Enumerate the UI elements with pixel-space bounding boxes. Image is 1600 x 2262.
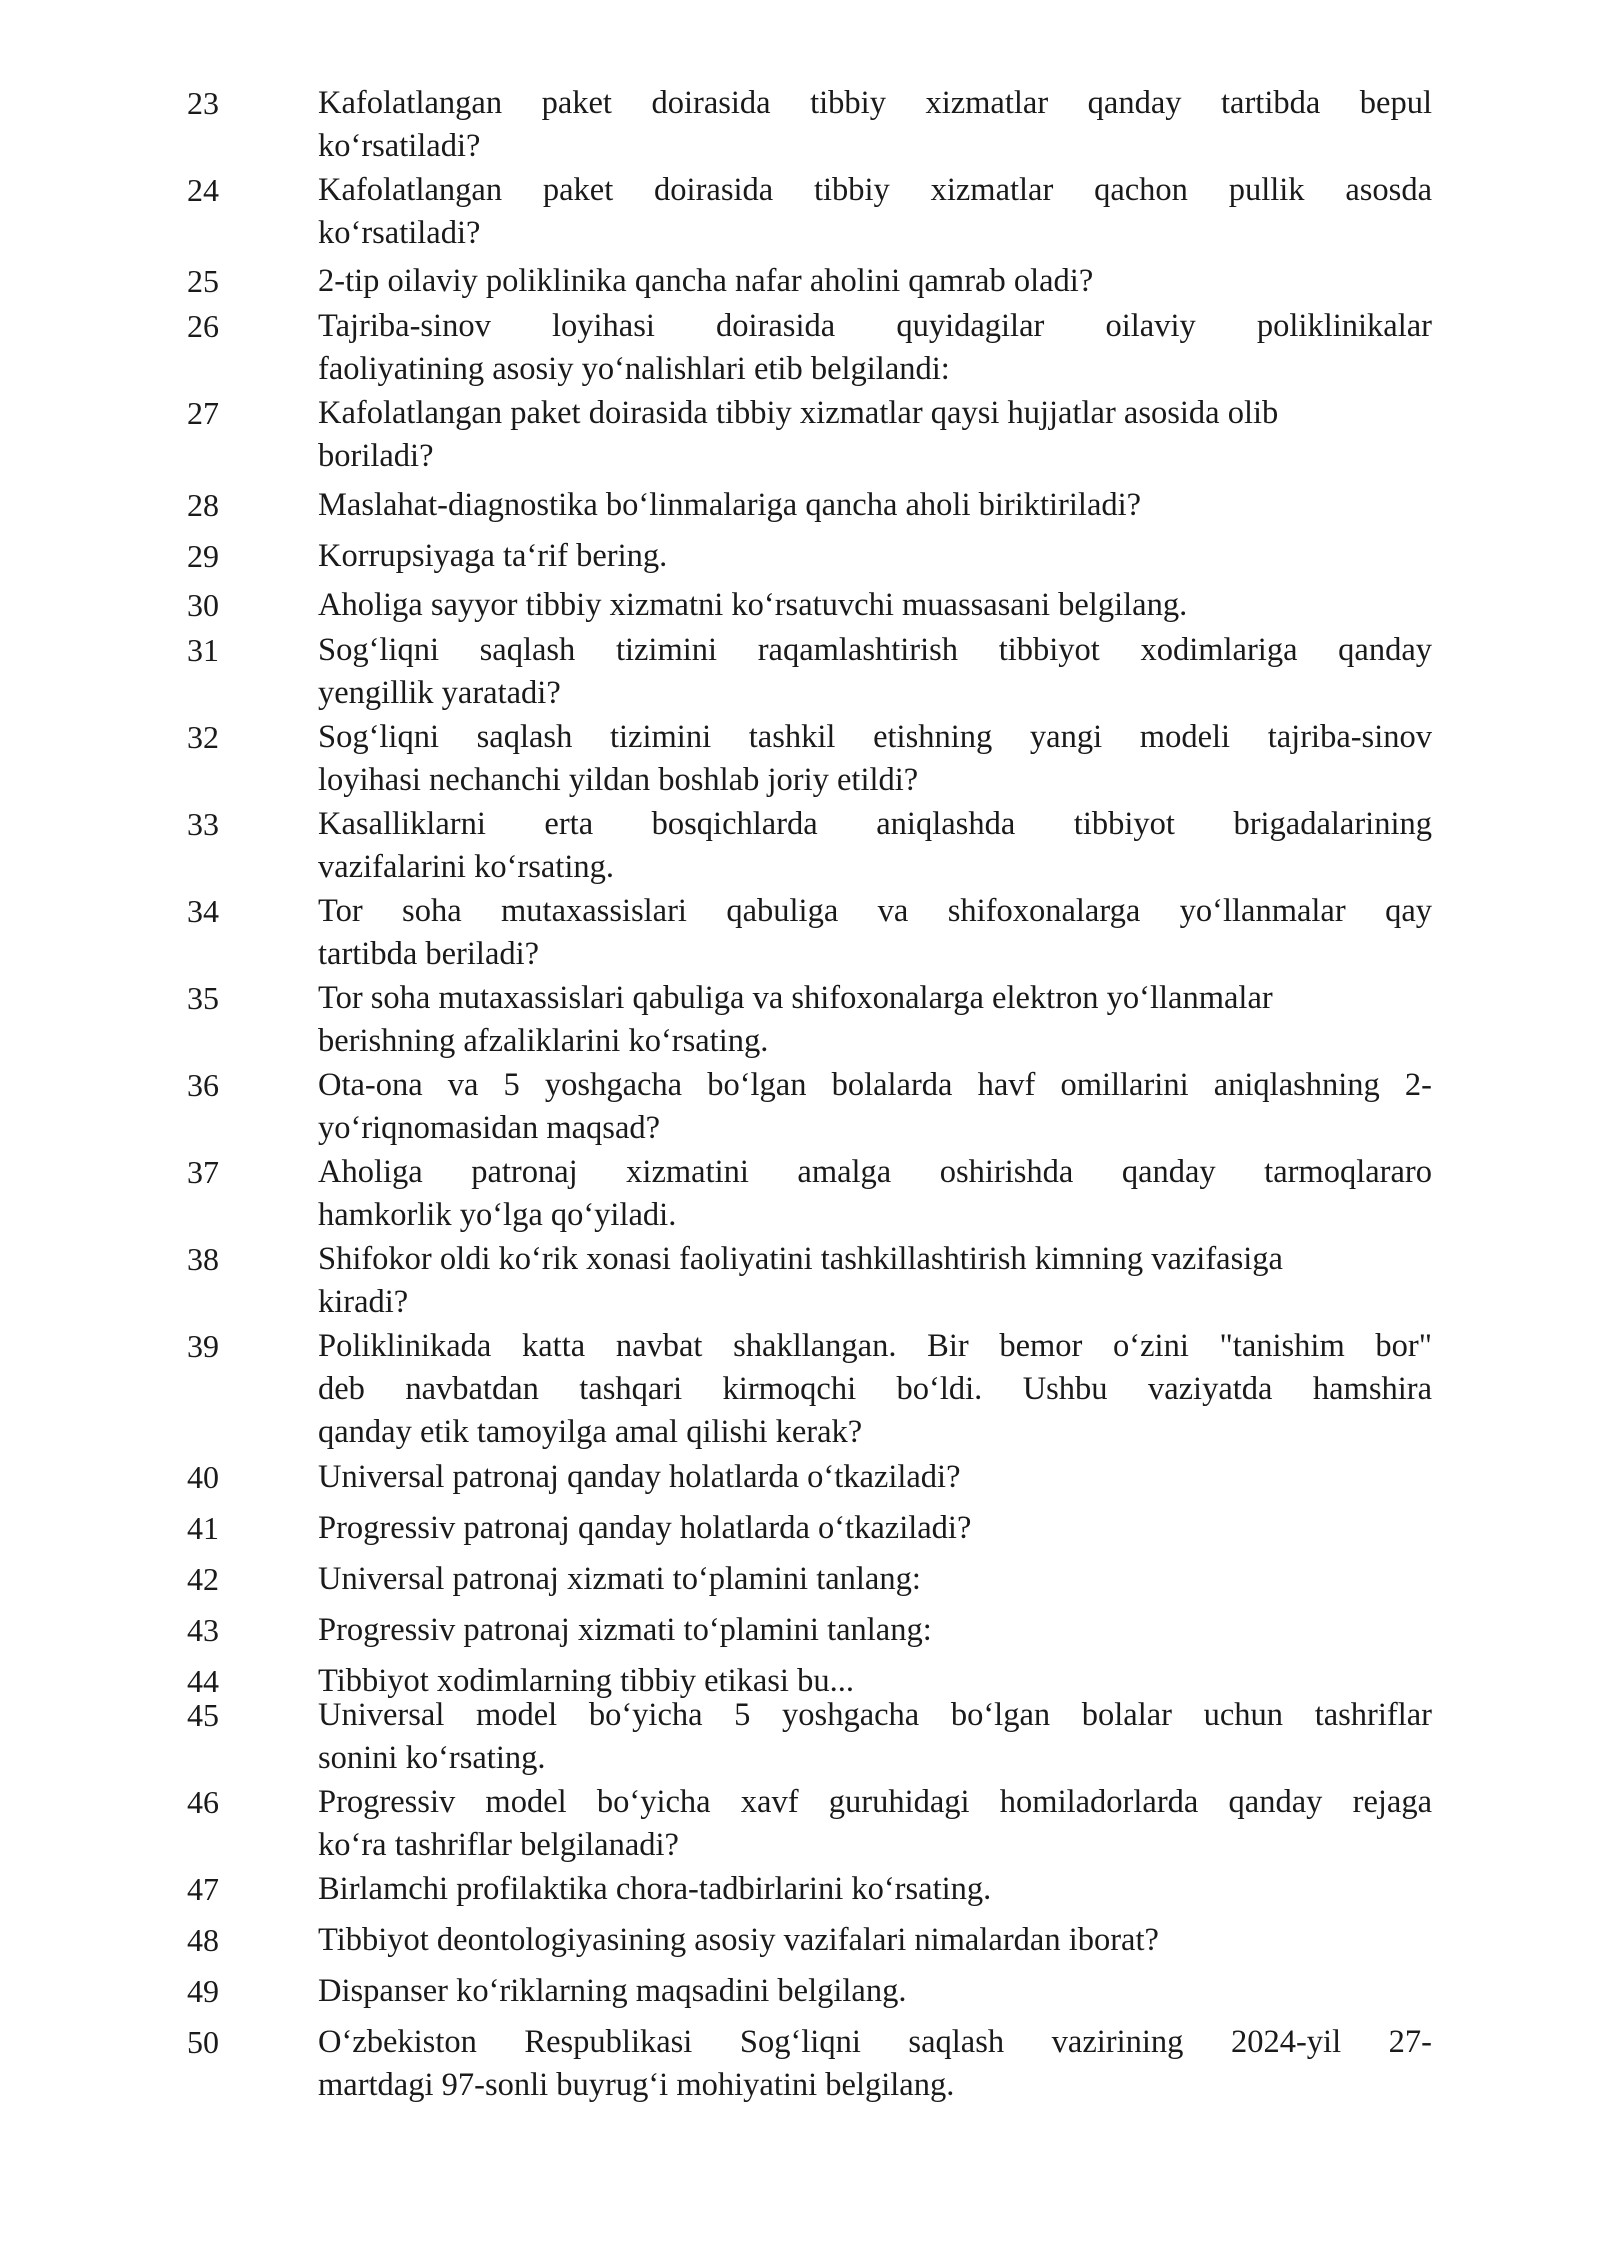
question-text <box>318 1558 921 1601</box>
question-text <box>318 169 1432 255</box>
question-text-line: tartibda beriladi? <box>318 936 540 972</box>
question-text <box>318 977 1273 1063</box>
question-text-line: Kasalliklarni erta bosqichlarda aniqlashda tibbiyot brigadalarining <box>318 806 1432 842</box>
question-number: 43 <box>187 1612 219 1648</box>
question-text-line: Maslahat-diagnostika boʻlinmalariga qancha aholi biriktiriladi? <box>318 487 1142 523</box>
question-text <box>318 82 1432 168</box>
question-text-line: kiradi? <box>318 1284 409 1320</box>
question-text <box>318 716 1432 802</box>
question-text <box>318 260 1093 303</box>
question-number: 47 <box>187 1871 219 1907</box>
question-text-line: loyihasi nechanchi yildan boshlab joriy etildi? <box>318 762 919 798</box>
question-text <box>318 629 1432 715</box>
question-number: 32 <box>187 719 219 755</box>
question-text-line: Universal patronaj xizmati toʻplamini tanlang: <box>318 1561 921 1597</box>
question-text-line: Progressiv patronaj qanday holatlarda oʻtkaziladi? <box>318 1510 972 1546</box>
question-text-line: qanday etik tamoyilga amal qilishi kerak? <box>318 1414 863 1450</box>
question-text-line: yengillik yaratadi? <box>318 675 561 711</box>
question-number: 33 <box>187 806 219 842</box>
question-text <box>318 1238 1283 1324</box>
question-text-line: 2-tip oilaviy poliklinika qancha nafar aholini qamrab oladi? <box>318 263 1094 299</box>
question-text-line: Dispanser koʻriklarning maqsadini belgilang. <box>318 1973 907 2009</box>
question-text-line: Aholiga sayyor tibbiy xizmatni koʻrsatuvchi muassasani belgilang. <box>318 587 1188 623</box>
question-text <box>318 1151 1432 1237</box>
question-text-line: Tajriba-sinov loyihasi doirasida quyidagilar oilaviy poliklinikalar <box>318 308 1432 344</box>
question-text-line: Universal model boʻyicha 5 yoshgacha boʻlgan bolalar uchun tashriflar <box>318 1697 1432 1733</box>
question-text-line: deb navbatdan tashqari kirmoqchi boʻldi. Ushbu vaziyatda hamshira <box>318 1371 1432 1407</box>
question-text-line: sonini koʻrsating. <box>318 1740 546 1776</box>
question-text-line: Birlamchi profilaktika chora-tadbirlarini koʻrsating. <box>318 1871 992 1907</box>
question-number: 25 <box>187 263 219 299</box>
question-number: 26 <box>187 308 219 344</box>
question-number: 44 <box>187 1663 219 1699</box>
question-text-line: martdagi 97-sonli buyrugʻi mohiyatini belgilang. <box>318 2067 955 2103</box>
question-number: 41 <box>187 1510 219 1546</box>
question-text-line: koʻrsatiladi? <box>318 215 481 251</box>
question-text-line: faoliyatining asosiy yoʻnalishlari etib belgilandi: <box>318 351 950 387</box>
question-text-line: koʻrsatiladi? <box>318 128 481 164</box>
question-text-line: Kafolatlangan paket doirasida tibbiy xizmatlar qachon pullik asosda <box>318 172 1432 208</box>
question-text-line: Progressiv model boʻyicha xavf guruhidagi homiladorlarda qanday rejaga <box>318 1784 1432 1820</box>
question-number: 31 <box>187 632 219 668</box>
question-text-line: berishning afzaliklarini koʻrsating. <box>318 1023 769 1059</box>
question-number: 37 <box>187 1154 219 1190</box>
question-number: 45 <box>187 1697 219 1733</box>
question-text-line: Kafolatlangan paket doirasida tibbiy xizmatlar qanday tartibda bepul <box>318 85 1432 121</box>
question-number: 40 <box>187 1459 219 1495</box>
question-text-line: Poliklinikada katta navbat shakllangan. Bir bemor oʻzini "tanishim bor" <box>318 1328 1432 1364</box>
question-text <box>318 584 1187 627</box>
question-text-line: Tibbiyot xodimlarning tibbiy etikasi bu... <box>318 1663 854 1699</box>
question-text-line: Ota-ona va 5 yoshgacha boʻlgan bolalarda havf omillarini aniqlashning 2- <box>318 1067 1432 1103</box>
question-text-line: vazifalarini koʻrsating. <box>318 849 614 885</box>
question-number: 36 <box>187 1067 219 1103</box>
question-text-line: Kafolatlangan paket doirasida tibbiy xizmatlar qaysi hujjatlar asosida olib <box>318 395 1279 431</box>
question-text-line: Tor soha mutaxassislari qabuliga va shifoxonalarga elektron yoʻllanmalar <box>318 980 1273 1016</box>
question-text-line: Korrupsiyaga taʻrif bering. <box>318 538 668 574</box>
question-text <box>318 392 1278 478</box>
question-text <box>318 1325 1432 1454</box>
question-text <box>318 305 1432 391</box>
question-text-line: Progressiv patronaj xizmati toʻplamini tanlang: <box>318 1612 932 1648</box>
question-text <box>318 1919 1159 1962</box>
question-number: 38 <box>187 1241 219 1277</box>
question-number: 27 <box>187 395 219 431</box>
question-text-line: hamkorlik yoʻlga qoʻyiladi. <box>318 1197 677 1233</box>
question-text-line: Oʻzbekiston Respublikasi Sogʻliqni saqlash vazirining 2024-yil 27- <box>318 2024 1432 2060</box>
question-number: 42 <box>187 1561 219 1597</box>
question-text-line: boriladi? <box>318 438 434 474</box>
question-text <box>318 803 1432 889</box>
question-text-line: Universal patronaj qanday holatlarda oʻtkaziladi? <box>318 1459 961 1495</box>
question-text <box>318 1064 1432 1150</box>
question-number: 30 <box>187 587 219 623</box>
question-text-line: koʻra tashriflar belgilanadi? <box>318 1827 679 1863</box>
question-text <box>318 1970 906 2013</box>
question-text <box>318 535 667 578</box>
question-text-line: Aholiga patronaj xizmatini amalga oshirishda qanday tarmoqlararo <box>318 1154 1432 1190</box>
question-number: 48 <box>187 1922 219 1958</box>
question-number: 50 <box>187 2024 219 2060</box>
question-text-line: Sogʻliqni saqlash tizimini raqamlashtirish tibbiyot xodimlariga qanday <box>318 632 1432 668</box>
question-text <box>318 1694 1432 1780</box>
question-number: 23 <box>187 85 219 121</box>
question-text <box>318 1868 991 1911</box>
question-number: 28 <box>187 487 219 523</box>
question-number: 49 <box>187 1973 219 2009</box>
question-text <box>318 2021 1432 2107</box>
question-text-line: Shifokor oldi koʻrik xonasi faoliyatini tashkillashtirish kimning vazifasiga <box>318 1241 1283 1277</box>
question-text-line: yoʻriqnomasidan maqsad? <box>318 1110 661 1146</box>
question-text <box>318 1609 932 1652</box>
question-text-line: Tibbiyot deontologiyasining asosiy vazifalari nimalardan iborat? <box>318 1922 1159 1958</box>
question-text <box>318 1456 961 1499</box>
question-text <box>318 1507 971 1550</box>
question-number: 24 <box>187 172 219 208</box>
question-text-line: Sogʻliqni saqlash tizimini tashkil etishning yangi modeli tajriba-sinov <box>318 719 1432 755</box>
question-text-line: Tor soha mutaxassislari qabuliga va shifoxonalarga yoʻllanmalar qay <box>318 893 1432 929</box>
question-number: 34 <box>187 893 219 929</box>
question-text <box>318 1781 1432 1867</box>
question-number: 29 <box>187 538 219 574</box>
question-number: 35 <box>187 980 219 1016</box>
question-number: 46 <box>187 1784 219 1820</box>
question-number: 39 <box>187 1328 219 1364</box>
question-text <box>318 484 1141 527</box>
question-text <box>318 890 1432 976</box>
